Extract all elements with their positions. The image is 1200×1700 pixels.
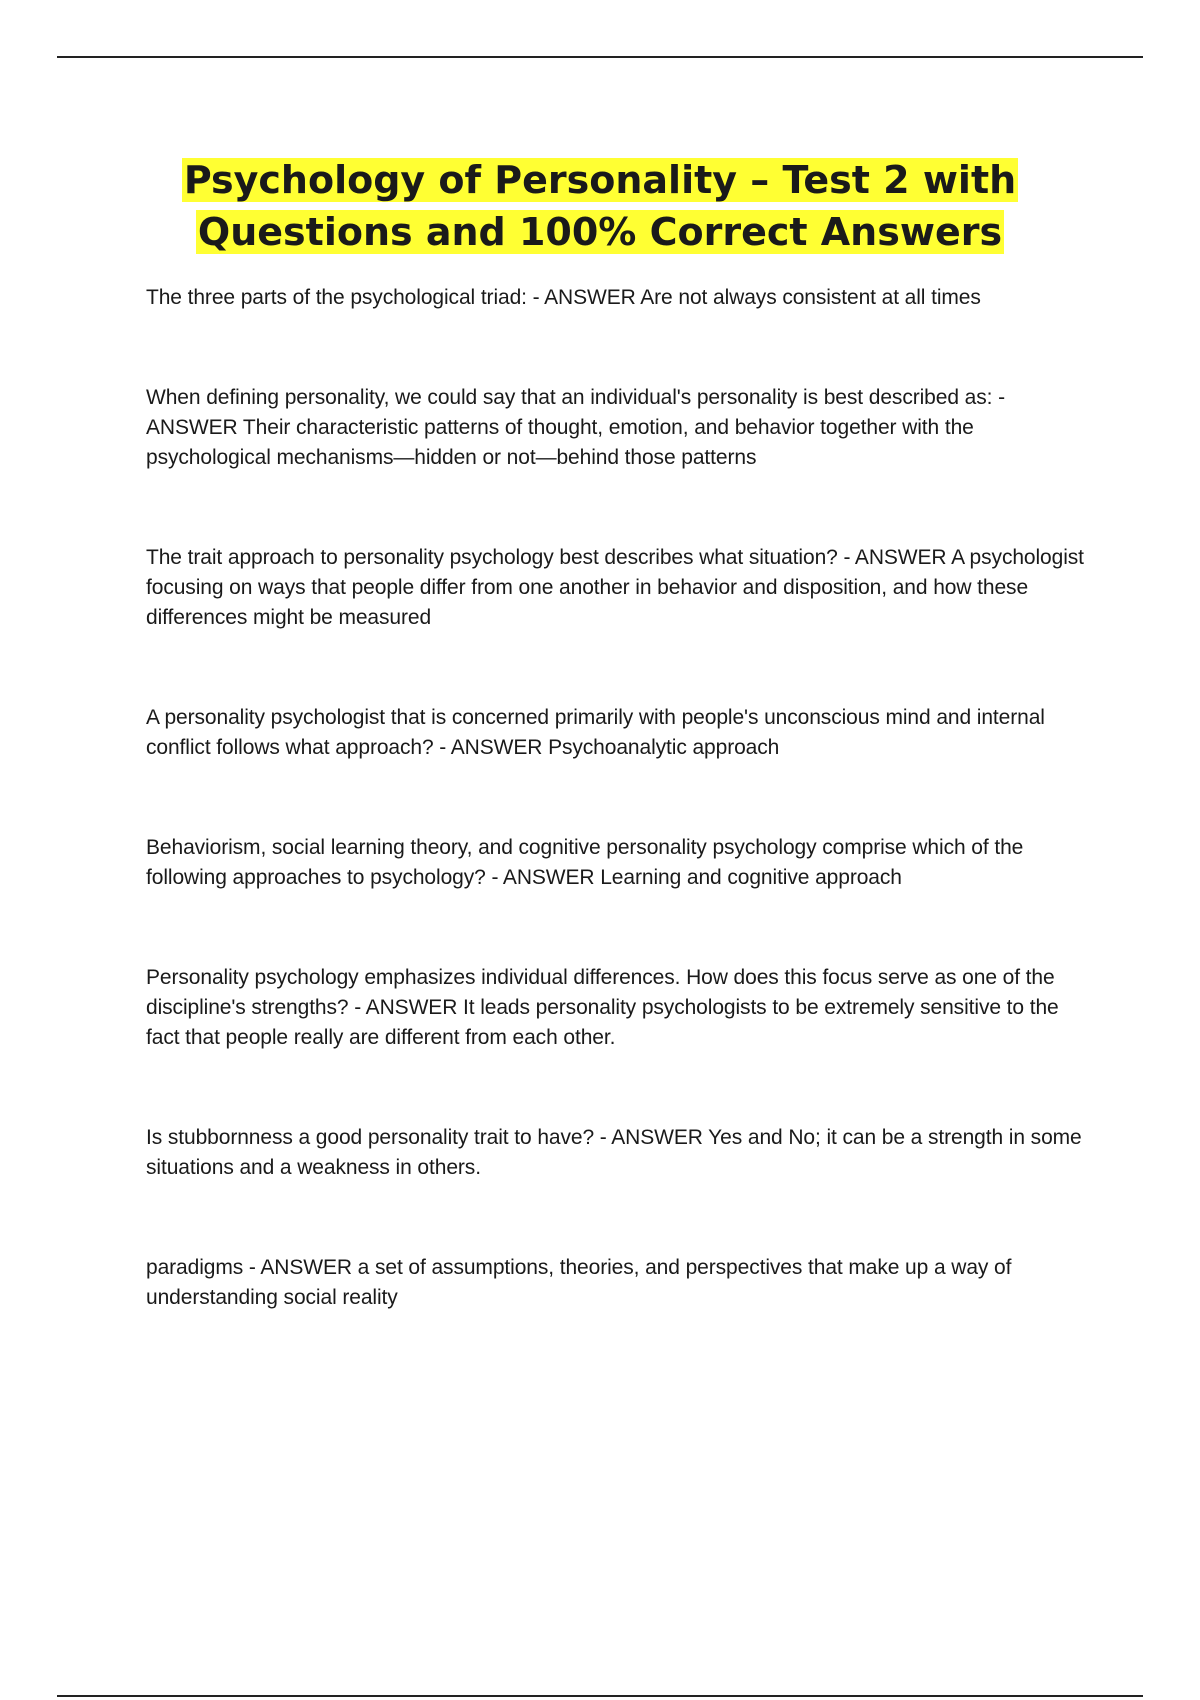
- title-line-1: Psychology of Personality – Test 2 with: [183, 158, 1017, 202]
- qa-item: paradigms - ANSWER a set of assumptions, theories, and perspectives that make up a way of understanding social reality: [146, 1256, 1012, 1309]
- qa-item: When defining personality, we could say that an individual's personality is best described as: - ANSWER Their characteristic patterns of thought, emotion, and behavior together with the psychological mechanisms—hidden or not—behind those patterns: [146, 386, 1005, 469]
- qa-item: Personality psychology emphasizes individual differences. How does this focus serve as one of the discipline's strengths? - ANSWER It leads personality psychologists to be extremely sensitive to the fact that people really are different from each other.: [146, 966, 1059, 1049]
- qa-item: The three parts of the psychological triad: - ANSWER Are not always consistent at all times: [146, 286, 981, 309]
- qa-item: A personality psychologist that is concerned primarily with people's unconscious mind and internal conflict follows what approach? - ANSWER Psychoanalytic approach: [146, 706, 1045, 759]
- title-line-2: Questions and 100% Correct Answers: [197, 210, 1003, 254]
- qa-item: The trait approach to personality psychology best describes what situation? - ANSWER A psychologist focusing on ways that people differ from one another in behavior and disposition, and how these differences might be measured: [146, 546, 1084, 629]
- top-rule: [57, 56, 1143, 58]
- document-title: [0, 154, 1200, 258]
- qa-item: Is stubbornness a good personality trait to have? - ANSWER Yes and No; it can be a strength in some situations and a weakness in others.: [146, 1126, 1082, 1179]
- bottom-rule: [57, 1695, 1143, 1697]
- qa-list: [146, 283, 1086, 1383]
- qa-item: Behaviorism, social learning theory, and cognitive personality psychology comprise which of the following approaches to psychology? - ANSWER Learning and cognitive approach: [146, 836, 1024, 889]
